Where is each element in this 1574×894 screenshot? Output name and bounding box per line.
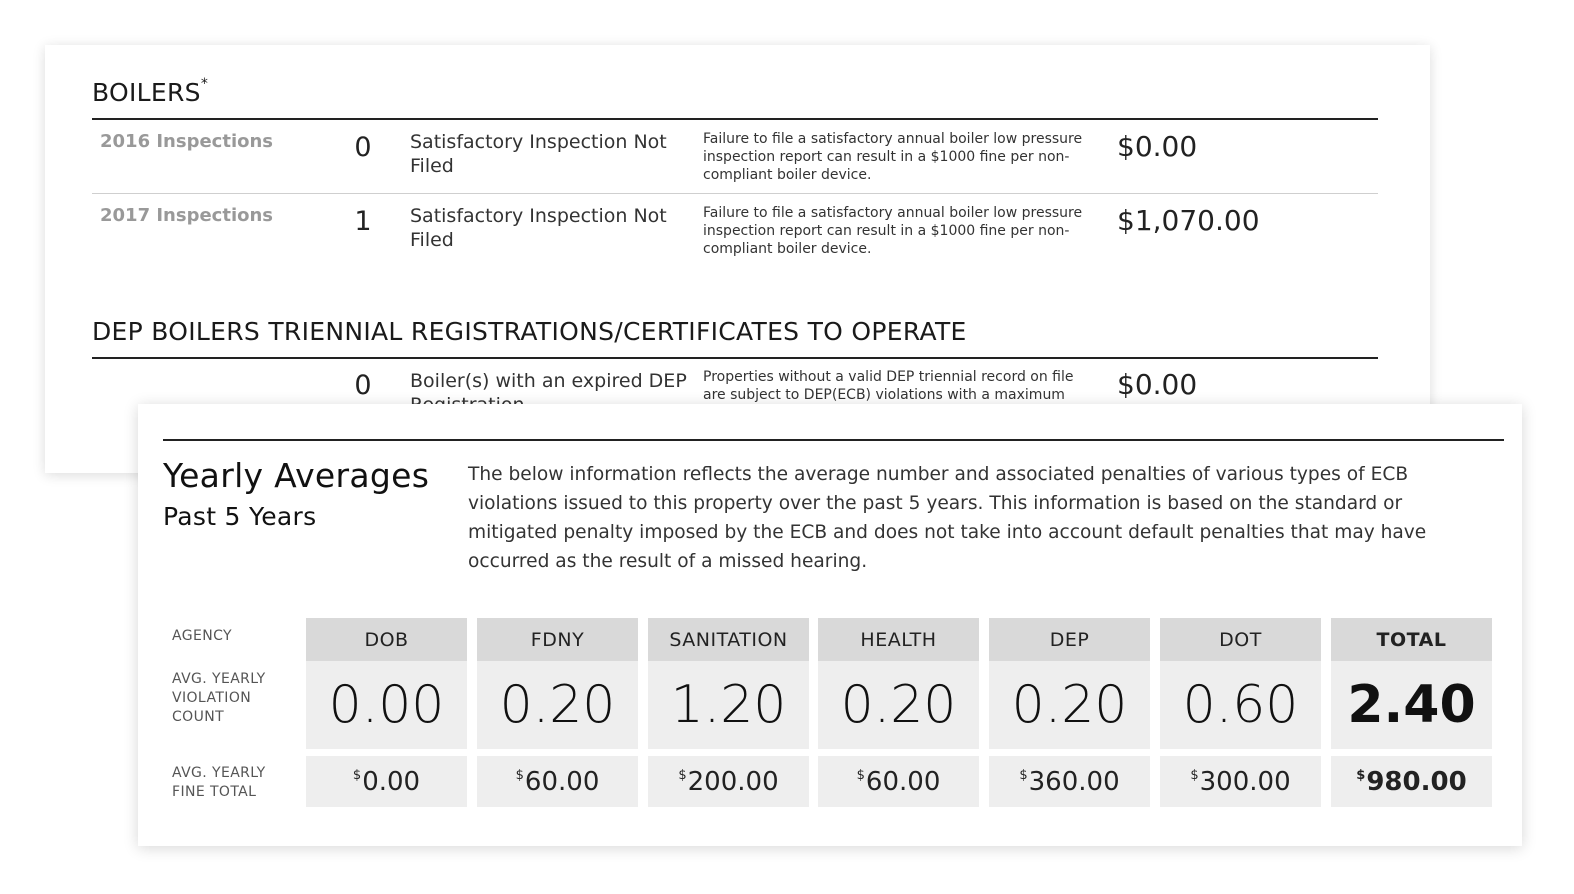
yearly-divider	[163, 439, 1504, 441]
violation-count-fdny: 0.20	[477, 661, 638, 749]
agency-header-dot: DOT	[1160, 618, 1321, 661]
fine-value: 0.00	[362, 766, 421, 797]
inspection-description: Failure to file a satisfactory annual boiler low pressure inspection report can result in a $1000 fine per non-compliant boiler device.	[703, 131, 1083, 183]
inspection-count: 1	[354, 206, 372, 237]
fine-total-dep	[989, 756, 1150, 807]
fine-value: 980.00	[1366, 766, 1467, 797]
dep-type: Boiler(s) with an expired DEP	[410, 370, 687, 392]
violation-count-total: 2.40	[1331, 661, 1492, 749]
violation-count-health: 0.20	[818, 661, 979, 749]
inspection-count: 0	[354, 132, 372, 163]
currency-symbol: $	[1190, 768, 1199, 783]
inspection-description: Failure to file a satisfactory annual boiler low pressure inspection report can result in a $1000 fine per non-compliant boiler device.	[703, 205, 1083, 257]
agency-header-dep: DEP	[989, 618, 1150, 661]
agency-header-sanitation: SANITATION	[648, 618, 809, 661]
dep-amount: $0.00	[1117, 368, 1198, 401]
count-row-label: AVG. YEARLY VIOLATION COUNT	[172, 671, 266, 725]
agency-row-label: AGENCY	[172, 628, 232, 644]
currency-symbol: $	[352, 768, 362, 783]
agency-header-health: HEALTH	[818, 618, 979, 661]
dep-heading: DEP BOILERS TRIENNIAL REGISTRATIONS/CERTIFICATES TO OPERATE	[92, 317, 967, 346]
currency-symbol: $	[1019, 768, 1028, 783]
violation-count-dob: 0.00	[306, 661, 467, 749]
fine-total-total	[1331, 756, 1492, 807]
fine-value: 200.00	[687, 766, 779, 797]
violation-count-sanitation: 1.20	[648, 661, 809, 749]
boilers-divider	[92, 118, 1378, 120]
fine-total-fdny	[477, 756, 638, 807]
dep-count: 0	[354, 370, 372, 401]
agency-header-dob: DOB	[306, 618, 467, 661]
agency-header-fdny: FDNY	[477, 618, 638, 661]
violation-count-dot: 0.60	[1160, 661, 1321, 749]
currency-symbol: $	[515, 768, 524, 783]
boilers-title: BOILERS	[92, 78, 201, 107]
inspection-label: 2016 Inspections	[100, 131, 274, 152]
fine-value: 360.00	[1028, 766, 1120, 797]
fine-value: 300.00	[1199, 766, 1291, 797]
inspection-amount: $1,070.00	[1117, 204, 1260, 237]
fine-total-health	[818, 756, 979, 807]
fine-total-dob	[306, 756, 467, 807]
currency-symbol: $	[678, 768, 687, 783]
yearly-title: Yearly Averages	[163, 456, 430, 495]
yearly-averages-card	[138, 404, 1522, 846]
fine-value: 60.00	[524, 766, 600, 797]
fine-total-dot	[1160, 756, 1321, 807]
fine-row-label: AVG. YEARLY FINE TOTAL	[172, 765, 266, 800]
fine-value: 60.00	[865, 766, 941, 797]
row-divider	[92, 193, 1378, 194]
boilers-title-asterisk: *	[200, 75, 209, 92]
fine-total-sanitation	[648, 756, 809, 807]
violation-count-dep: 0.20	[989, 661, 1150, 749]
boilers-heading	[92, 75, 209, 107]
yearly-subtitle: Past 5 Years	[163, 502, 317, 531]
currency-symbol: $	[856, 768, 865, 783]
dep-description: Properties without a valid DEP triennial record on file are subject to DEP(ECB) violations with a maximum	[703, 369, 1074, 403]
inspection-amount: $0.00	[1117, 130, 1198, 163]
yearly-description: The below information reflects the average number and associated penalties of various types of ECB violations issued to this property over the past 5 years. This information is based on the standard or mitigated penalty imposed by the ECB and does not take into account default penalties that may have occurred as the result of a missed hearing.	[468, 464, 1427, 572]
dep-divider	[92, 357, 1378, 359]
inspection-type: Satisfactory Inspection Not Filed	[410, 205, 667, 251]
inspection-type: Satisfactory Inspection Not Filed	[410, 131, 667, 177]
agency-header-total: TOTAL	[1331, 618, 1492, 661]
inspection-label: 2017 Inspections	[100, 205, 274, 226]
currency-symbol: $	[1356, 768, 1366, 783]
